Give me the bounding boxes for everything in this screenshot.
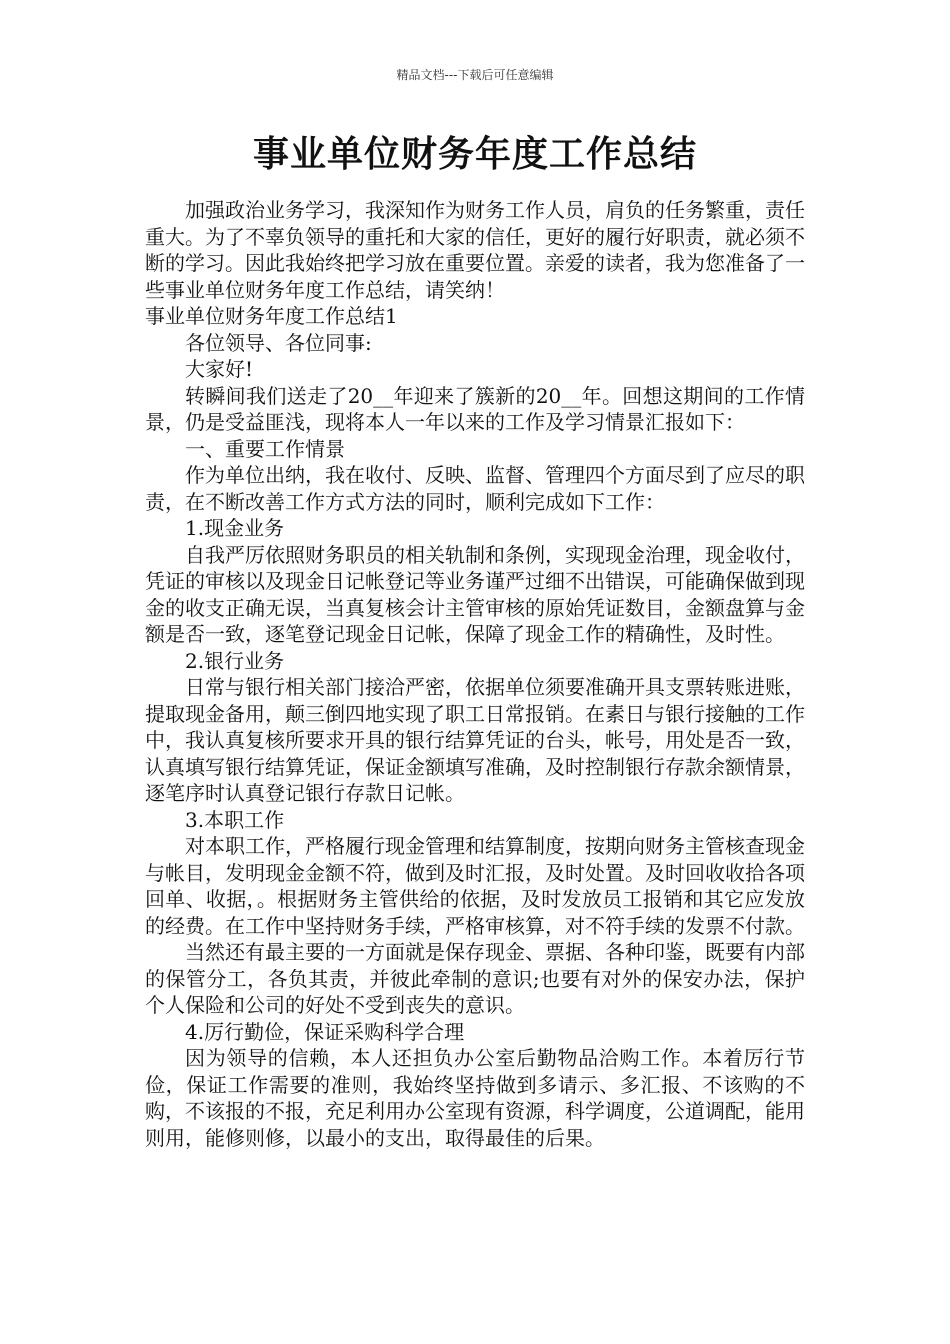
paragraph: 日常与银行相关部门接洽严密，依据单位须要准确开具支票转账进账，提取现金备用，颠三倒四地实现了职工日常报销。在素日与银行接触的工作中，我认真复核所要求开具的银行结算凭证的台头，帐号，用处是否一致，认真填写银行结算凭证，保证金额填写准确，及时控制银行存款余额情景，逐笔序时认真登记银行存款日记帐。: [145, 675, 805, 805]
paragraph: 转瞬间我们送走了20__年迎来了簇新的20__年。回想这期间的工作情景，仍是受益匪浅，现将本人一年以来的工作及学习情景汇报如下：: [145, 383, 805, 434]
paragraph: 因为领导的信赖，本人还担负办公室后勤物品洽购工作。本着厉行节俭，保证工作需要的准则，我始终坚持做到多请示、多汇报、不该购的不购，不该报的不报，充足利用办公室现有资源，科学调度，公道调配，能用则用，能修则修，以最小的支出，取得最佳的后果。: [145, 1046, 805, 1150]
greeting: 大家好!: [185, 357, 254, 381]
paragraph: 加强政治业务学习，我深知作为财务工作人员，肩负的任务繁重，责任重大。为了不辜负领导的重托和大家的信任，更好的履行好职责，就必须不断的学习。因此我始终把学习放在重要位置。亲爱的读者，我为您准备了一些事业单位财务年度工作总结，请笑纳！: [145, 198, 805, 302]
paragraph: 对本职工作，严格履行现金管理和结算制度，按期向财务主管核查现金与帐目，发明现金金额不符，做到及时汇报，及时处置。及时回收收拾各项回单、收据，。根据财务主管供给的依据，及时发放员工报销和其它应发放的经费。在工作中坚持财务手续，严格审核算，对不符手续的发票不付款。: [145, 834, 805, 938]
subsection-heading: 4.厉行勤俭，保证采购科学合理: [185, 1019, 465, 1044]
paragraph: 当然还有最主要的一方面就是保存现金、票据、各种印鉴，既要有内部的保管分工，各负其责，并彼此牵制的意识;也要有对外的保安办法，保护个人保险和公司的好处不受到丧失的意识。: [145, 940, 805, 1017]
paragraph: 自我严厉依照财务职员的相关轨制和条例，实现现金治理，现金收付，凭证的审核以及现金日记帐登记等业务谨严过细不出错误，可能确保做到现金的收支正确无误，当真复核会计主管审核的原始凭证数目，金额盘算与金额是否一致，逐笔登记现金日记帐，保障了现金工作的精确性，及时性。: [145, 542, 805, 646]
section-heading: 事业单位财务年度工作总结1: [145, 304, 398, 328]
salutation: 各位领导、各位同事:: [185, 330, 372, 355]
paragraph: 作为单位出纳，我在收付、反映、监督、管理四个方面尽到了应尽的职责，在不断改善工作方式方法的同时，顺利完成如下工作：: [145, 463, 805, 514]
document-body: [145, 197, 805, 1151]
section-heading: 一、重要工作情景: [185, 436, 345, 461]
header-note: 精品文档---下载后可任意编辑: [396, 68, 554, 82]
subsection-heading: 2.银行业务: [185, 648, 285, 673]
subsection-heading: 3.本职工作: [185, 807, 285, 832]
subsection-heading: 1.现金业务: [185, 516, 285, 540]
document-title: 事业单位财务年度工作总结: [252, 134, 697, 175]
